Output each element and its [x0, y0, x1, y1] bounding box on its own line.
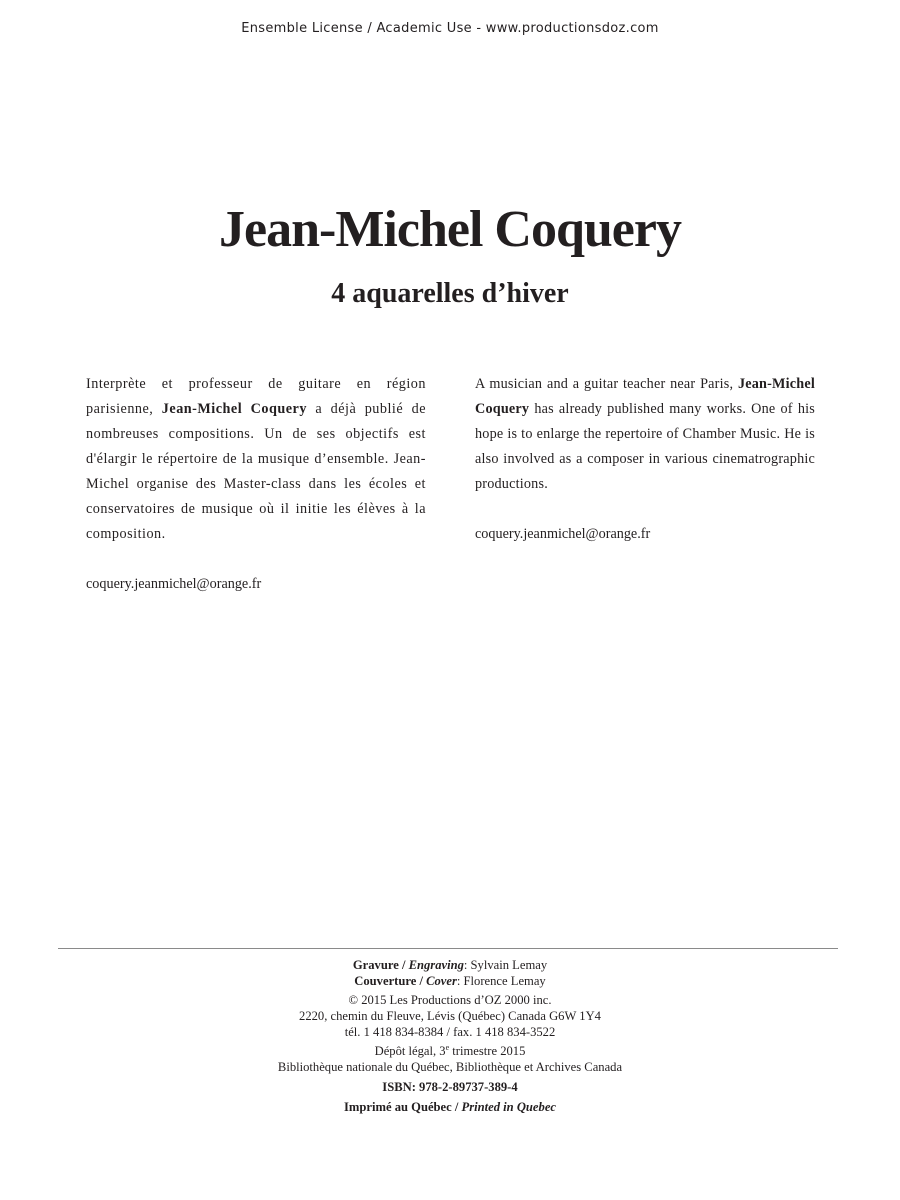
- footer-divider: [58, 948, 838, 949]
- publisher-footer: [0, 957, 900, 1115]
- printed-in: [0, 1099, 900, 1115]
- legal-deposit-start: Dépôt légal, 3: [374, 1044, 446, 1058]
- cover-credit: [0, 973, 900, 989]
- engraving-name: : Sylvain Lemay: [463, 958, 548, 972]
- publisher-phone: tél. 1 418 834-8384 / fax. 1 418 834-3522: [344, 1025, 556, 1039]
- isbn: ISBN: 978-2-89737-389-4: [382, 1080, 518, 1094]
- engraving-credit: [0, 957, 900, 973]
- cover-label-fr: Couverture /: [354, 974, 427, 988]
- library-credits: Bibliothèque nationale du Québec, Bibliothèque et Archives Canada: [277, 1060, 623, 1074]
- bio-french-column: [86, 372, 426, 597]
- bio-french-paragraph: [86, 372, 426, 547]
- bio-french-email[interactable]: coquery.jeanmichel@orange.fr: [86, 576, 262, 592]
- cover-name: : Florence Lemay: [456, 974, 546, 988]
- bio-french-text-start: Interprète et professeur de guitare en région parisienne,: [86, 376, 426, 417]
- bio-english-name: Jean-Michel Coquery: [475, 376, 815, 417]
- bio-english-column: [475, 372, 815, 547]
- engraving-label-en: Engraving: [408, 958, 464, 972]
- bio-english-email[interactable]: coquery.jeanmichel@orange.fr: [475, 526, 651, 542]
- bio-english-paragraph: [475, 372, 815, 497]
- composer-title: Jean-Michel Coquery: [219, 201, 681, 258]
- engraving-label-fr: Gravure /: [352, 958, 409, 972]
- bio-english-text-start: A musician and a guitar teacher near Paris,: [475, 376, 738, 392]
- bio-french-text-end: a déjà publié de nombreuses compositions. Un de ses objectifs est d'élargir le répertoire de la musique d’ensemble. Jean-Michel organise des Master-class dans les écoles et conservatoires de musique où il initie les élèves à la composition.: [86, 401, 426, 542]
- legal-deposit: [0, 1043, 900, 1059]
- bio-english-text-end: has already published many works. One of his hope is to enlarge the repertoire of Chamber Music. He is also involved as a composer in various cinematrographic productions.: [475, 401, 815, 492]
- copyright-line: © 2015 Les Productions d’OZ 2000 inc.: [348, 993, 552, 1007]
- printed-in-en: Printed in Quebec: [461, 1100, 556, 1114]
- work-subtitle: 4 aquarelles d’hiver: [331, 278, 569, 309]
- bio-french-name: Jean-Michel Coquery: [161, 401, 307, 417]
- license-notice: Ensemble License / Academic Use - www.productionsdoz.com: [241, 21, 659, 36]
- publisher-address: 2220, chemin du Fleuve, Lévis (Québec) Canada G6W 1Y4: [299, 1009, 601, 1023]
- legal-deposit-superscript: e: [445, 1042, 450, 1052]
- printed-in-fr: Imprimé au Québec /: [344, 1100, 462, 1114]
- legal-deposit-end: trimestre 2015: [449, 1044, 526, 1058]
- cover-label-en: Cover: [426, 974, 457, 988]
